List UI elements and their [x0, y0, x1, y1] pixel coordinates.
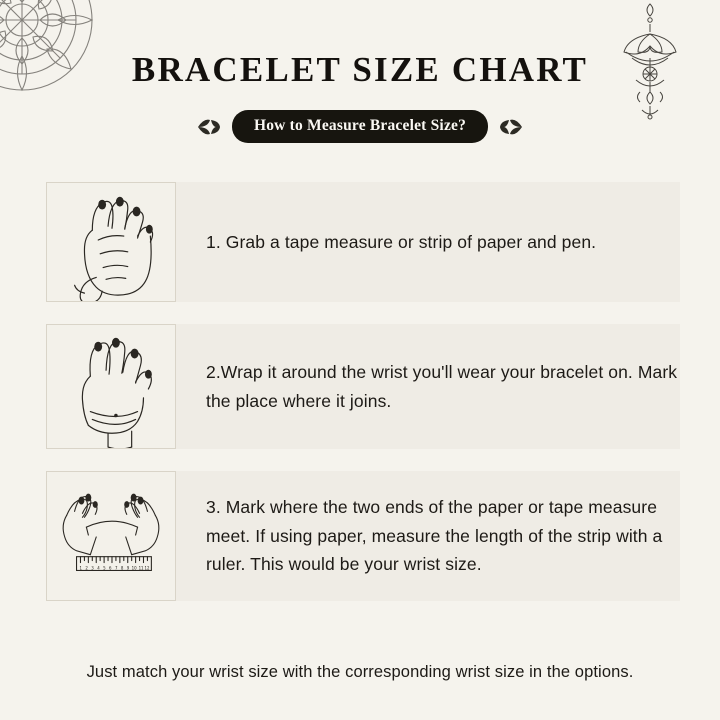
step-3-illustration [46, 471, 176, 601]
steps-list [0, 182, 720, 623]
subtitle-row [0, 110, 720, 143]
svg-text:7: 7 [114, 565, 118, 571]
svg-text:3: 3 [91, 565, 94, 571]
step-1-illustration [46, 182, 176, 302]
svg-text:12: 12 [144, 565, 150, 571]
hands-measuring-paper-strip-with-ruler-illustration-icon [47, 472, 175, 600]
svg-text:11: 11 [138, 565, 144, 571]
page-title: BRACELET SIZE CHART [131, 50, 589, 89]
svg-text:9: 9 [126, 565, 130, 571]
footer-note: Just match your wrist size with the corresponding wrist size in the options. [86, 663, 634, 681]
step-row [0, 182, 720, 302]
svg-text:4: 4 [97, 565, 100, 571]
closed-fist-with-tape-measure-illustration-icon [47, 183, 175, 301]
step-row [0, 471, 720, 601]
svg-text:10: 10 [131, 565, 137, 571]
step-2-text: 2.Wrap it around the wrist you'll wear your bracelet on. Mark the place where it joins. [206, 362, 678, 411]
step-row [0, 324, 720, 449]
step-2-illustration [46, 324, 176, 449]
leaf-flourish-right-icon [498, 116, 524, 138]
svg-text:8: 8 [120, 565, 124, 571]
subtitle-pill: How to Measure Bracelet Size? [232, 110, 488, 143]
svg-text:5: 5 [103, 565, 106, 571]
leaf-flourish-left-icon [196, 116, 222, 138]
svg-text:1: 1 [79, 565, 82, 571]
svg-text:2: 2 [85, 565, 88, 571]
step-1-text: 1. Grab a tape measure or strip of paper and pen. [206, 231, 597, 252]
svg-text:6: 6 [109, 565, 112, 571]
step-3-text: 3. Mark where the two ends of the paper or tape measure meet. If using paper, measure the length of the strip with a ruler. This would be your wrist size. [206, 497, 663, 575]
hand-with-tape-around-wrist-illustration-icon [47, 325, 175, 448]
